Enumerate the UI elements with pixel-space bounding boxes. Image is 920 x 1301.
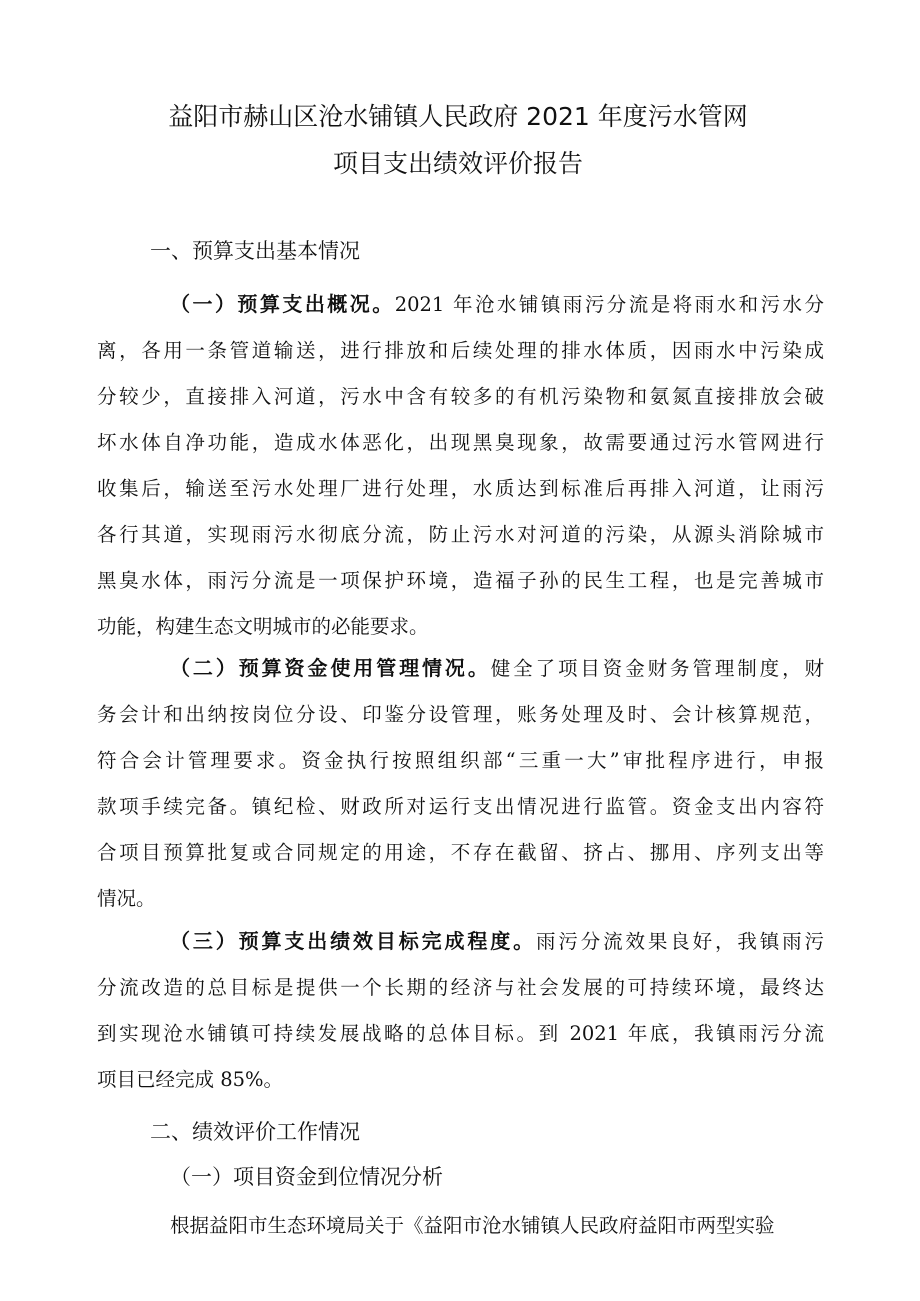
paragraph-line: 坏水体自净功能，造成水体恶化，出现黑臭现象，故需要通过污水管网进行 — [97, 431, 824, 454]
paragraph-line: 分较少，直接排入河道，污水中含有较多的有机污染物和氨氮直接排放会破 — [97, 385, 824, 408]
paragraph-line: 款项手续完备。镇纪检、财政所对运行支出情况进行监管。资金支出内容符 — [97, 795, 824, 818]
section-1-paragraph-2 — [97, 645, 824, 922]
paragraph-line: 功能，构建生态文明城市的必能要求。 — [97, 615, 429, 638]
section-1-paragraph-1 — [97, 281, 825, 650]
paragraph-line: 符合会计管理要求。资金执行按照组织部“三重一大”审批程序进行，申报 — [97, 749, 824, 772]
paragraph-text: 雨污分流效果良好，我镇雨污 — [536, 930, 824, 953]
paragraph-line: 黑臭水体，雨污分流是一项保护环境，造福子孙的民生工程，也是完善城市 — [97, 569, 824, 592]
paragraph-line: 各行其道，实现雨污水彻底分流，防止污水对河道的污染，从源头消除城市 — [97, 523, 824, 546]
paragraph-line — [150, 281, 824, 328]
paragraph-line: 分流改造的总目标是提供一个长期的经济与社会发展的可持续环境，最终达 — [97, 976, 824, 999]
paragraph-text: 健全了项目资金财务管理制度，财 — [490, 657, 824, 680]
section-1-heading: 一、预算支出基本情况 — [150, 239, 360, 263]
document-title-line-1: 益阳市赫山区沧水铺镇人民政府 2021 年度污水管网 — [168, 102, 748, 131]
paragraph-line: 项目已经完成 85%。 — [97, 1068, 284, 1091]
section-2-subheading-1: （一）项目资金到位情况分析 — [170, 1165, 443, 1189]
document-title-line-2: 项目支出绩效评价报告 — [332, 149, 583, 178]
paragraph-line: 收集后，输送至污水处理厂进行处理，水质达到标准后再排入河道，让雨污 — [97, 477, 824, 500]
paragraph-line — [150, 918, 824, 965]
paragraph-line: 情况。 — [97, 887, 156, 910]
section-2-heading: 二、绩效评价工作情况 — [150, 1120, 360, 1144]
section-2-paragraph-1 — [150, 1203, 824, 1249]
paragraph-line — [150, 645, 824, 692]
section-1-paragraph-3 — [97, 918, 824, 1103]
paragraph-text: 2021 年沧水铺镇雨污分流是将雨水和污水分 — [394, 293, 825, 316]
paragraph-line: 根据益阳市生态环境局关于《益阳市沧水铺镇人民政府益阳市两型实验 — [170, 1214, 775, 1237]
paragraph-lead-heading: （三）预算支出绩效目标完成程度。 — [170, 929, 536, 953]
paragraph-line: 到实现沧水铺镇可持续发展战略的总体目标。到 2021 年底，我镇雨污分流 — [97, 1022, 824, 1045]
paragraph-line: 务会计和出纳按岗位分设、印鉴分设管理，账务处理及时、会计核算规范， — [97, 703, 824, 726]
paragraph-line: 合项目预算批复或合同规定的用途，不存在截留、挤占、挪用、序列支出等 — [97, 841, 824, 864]
paragraph-lead-heading: （一）预算支出概况。 — [170, 292, 395, 316]
paragraph-line: 离，各用一条管道输送，进行排放和后续处理的排水体质，因雨水中污染成 — [97, 339, 824, 362]
paragraph-lead-heading: （二）预算资金使用管理情况。 — [170, 656, 491, 680]
